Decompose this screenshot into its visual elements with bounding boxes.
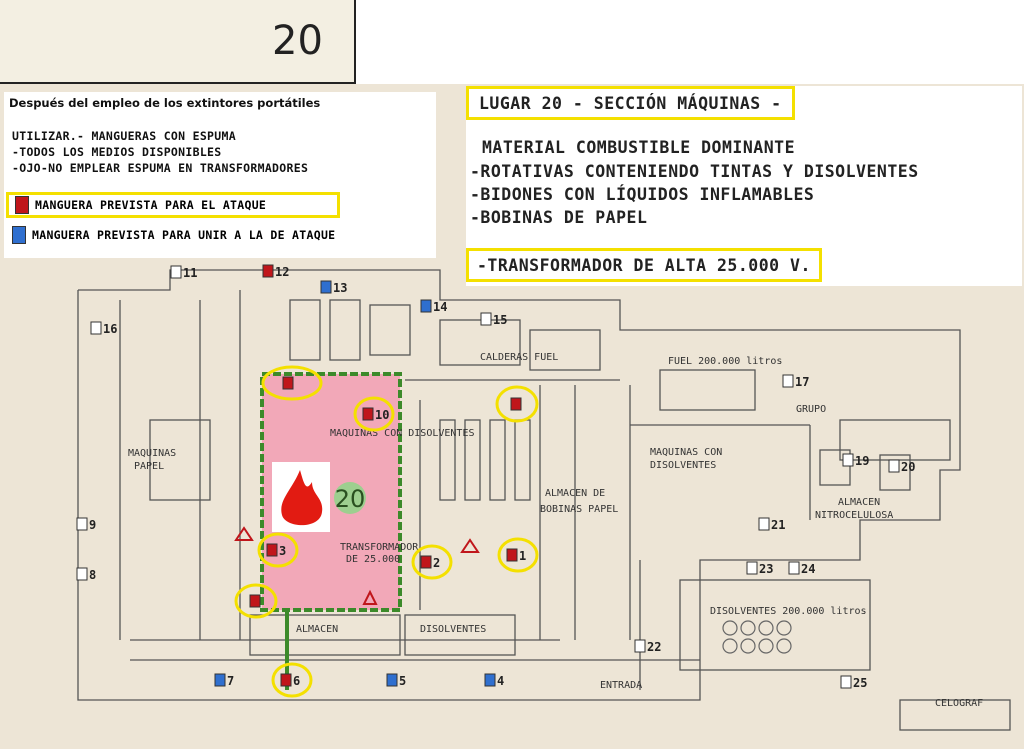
- hydrant-25: [841, 676, 867, 690]
- highlight-ring: [413, 546, 451, 578]
- info-panel: [466, 86, 1022, 286]
- hydrant-number: 24: [801, 562, 816, 576]
- page-number-tab: [0, 0, 356, 84]
- area-number: 20: [334, 485, 366, 513]
- hydrant-1: [499, 539, 537, 571]
- hose-marker: [77, 518, 87, 530]
- label-entrada: ENTRADA: [600, 680, 643, 691]
- label-disolventes-200: DISOLVENTES 200.000 litros: [710, 606, 867, 617]
- label-celograf: CELOGRAF: [935, 698, 984, 709]
- hydrant-number: 1: [519, 549, 527, 563]
- hydrant-23: [747, 562, 773, 576]
- hose-marker: [507, 549, 517, 561]
- hydrant-number: 3: [279, 544, 287, 558]
- label-de-25000: DE 25.000: [346, 554, 401, 565]
- hose-marker: [263, 265, 273, 277]
- hydrant-number: 12: [275, 265, 290, 279]
- hydrant-15: [481, 313, 507, 327]
- hose-marker: [759, 518, 769, 530]
- hose-marker: [283, 377, 293, 389]
- hose-marker: [171, 266, 181, 278]
- hose-marker: [843, 454, 853, 466]
- hydrant-number: 5: [399, 674, 407, 688]
- label-almacen-nitro: ALMACEN: [838, 497, 881, 508]
- location-title: [466, 86, 795, 120]
- hose-marker: [747, 562, 757, 574]
- hydrant-number: 9: [89, 518, 97, 532]
- hose-marker: [215, 674, 225, 686]
- hydrant-12: [263, 265, 289, 279]
- legend-line-1: UTILIZAR.- MANGUERAS CON ESPUMA: [12, 129, 236, 143]
- hydrant-number: 21: [771, 518, 786, 532]
- hydrant-19: [843, 454, 869, 468]
- hydrant-number: 23: [759, 562, 774, 576]
- hydrant-number: 25: [853, 676, 868, 690]
- page-number: 20: [272, 18, 323, 64]
- hydrant-number: 8: [89, 568, 97, 582]
- hydrant-21: [759, 518, 785, 532]
- attack-hose-swatch: [15, 196, 29, 214]
- label-disolventes-room: DISOLVENTES: [420, 624, 487, 635]
- label-fuel: FUEL 200.000 litros: [668, 356, 783, 367]
- label-maquinas-con: MAQUINAS CON: [650, 447, 723, 458]
- hydrant-number: 15: [493, 313, 508, 327]
- hose-marker: [635, 640, 645, 652]
- label-almacen: ALMACEN: [296, 624, 339, 635]
- hydrant-22: [635, 640, 661, 654]
- hose-marker: [267, 544, 277, 556]
- hose-marker: [91, 322, 101, 334]
- label-papel: PAPEL: [134, 461, 165, 472]
- hose-marker: [789, 562, 799, 574]
- join-hose-swatch: [12, 226, 26, 244]
- hydrant-number: 4: [497, 674, 505, 688]
- hydrant-number: 17: [795, 375, 810, 389]
- hydrant-number: 7: [227, 674, 235, 688]
- label-maquinas: MAQUINAS: [128, 448, 177, 459]
- hydrant-20: [889, 460, 915, 474]
- legend-line-3: -OJO-NO EMPLEAR ESPUMA EN TRANSFORMADORES: [12, 161, 309, 175]
- hose-marker: [783, 375, 793, 387]
- hydrant-number: 20: [901, 460, 916, 474]
- hydrant-number: 11: [183, 266, 198, 280]
- hose-marker: [250, 595, 260, 607]
- hose-marker: [841, 676, 851, 688]
- hose-marker: [485, 674, 495, 686]
- hydrant-5: [387, 674, 406, 688]
- hose-marker: [889, 460, 899, 472]
- hose-marker: [511, 398, 521, 410]
- hose-marker: [387, 674, 397, 686]
- label-calderas: CALDERAS FUEL: [480, 352, 559, 363]
- legend-panel: [4, 92, 436, 258]
- hydrant-number: 22: [647, 640, 662, 654]
- label-almacen-de: ALMACEN DE: [545, 488, 606, 499]
- transformer-text: -TRANSFORMADOR DE ALTA 25.000 V.: [477, 255, 811, 275]
- highlight-ring: [273, 664, 311, 696]
- hydrant-17: [783, 375, 809, 389]
- hydrant-number: 16: [103, 322, 118, 336]
- hose-marker: [281, 674, 291, 686]
- hydrant-9: [77, 518, 96, 532]
- hydrant-number: 10: [375, 408, 390, 422]
- hydrant-24: [789, 562, 815, 576]
- hydrant-2: [413, 546, 451, 578]
- legend-heading: Después del empleo de los extintores portátiles: [9, 96, 321, 110]
- hydrant-6: [273, 664, 311, 696]
- hydrant-number: 6: [293, 674, 301, 688]
- label-maquinas-disolventes: MAQUINAS CON DISOLVENTES: [330, 428, 475, 439]
- hydrant-number: 2: [433, 556, 441, 570]
- hose-marker: [77, 568, 87, 580]
- info-line-4: -BOBINAS DE PAPEL: [470, 208, 648, 227]
- location-title-text: LUGAR 20 - SECCIÓN MÁQUINAS -: [479, 93, 782, 113]
- hydrant-7: [215, 674, 234, 688]
- hose-marker: [321, 281, 331, 293]
- hydrant-number: 19: [855, 454, 870, 468]
- legend-line-2: -TODOS LOS MEDIOS DISPONIBLES: [12, 145, 222, 159]
- label-bobinas-papel: BOBINAS PAPEL: [540, 504, 619, 515]
- label-nitrocelulosa: NITROCELULOSA: [815, 510, 894, 521]
- hose-marker: [481, 313, 491, 325]
- info-line-2: -ROTATIVAS CONTENIENDO TINTAS Y DISOLVENTES: [470, 162, 919, 181]
- info-line-1: MATERIAL COMBUSTIBLE DOMINANTE: [482, 138, 796, 157]
- label-grupo: GRUPO: [796, 404, 827, 415]
- highlight-ring: [499, 539, 537, 571]
- label-transformador: TRANSFORMADOR: [340, 542, 419, 553]
- label-disolventes: DISOLVENTES: [650, 460, 717, 471]
- hydrant-number: 13: [333, 281, 348, 295]
- hose-marker: [421, 300, 431, 312]
- hose-marker: [363, 408, 373, 420]
- hydrant-11: [171, 266, 197, 280]
- attack-hose-label: MANGUERA PREVISTA PARA EL ATAQUE: [35, 198, 267, 212]
- hydrant-4: [485, 674, 504, 688]
- transformer-warning: [466, 248, 822, 282]
- hydrant-13: [321, 281, 347, 295]
- hydrant-number: 14: [433, 300, 448, 314]
- hydrant-8: [77, 568, 96, 582]
- join-hose-label: MANGUERA PREVISTA PARA UNIR A LA DE ATAQUE: [32, 228, 336, 242]
- legend-join-row: [6, 222, 335, 248]
- hose-marker: [421, 556, 431, 568]
- legend-attack-row: [6, 192, 340, 218]
- hydrant-14: [421, 300, 447, 314]
- info-line-3: -BIDONES CON LÍQUIDOS INFLAMABLES: [470, 185, 815, 204]
- hydrant-16: [91, 322, 117, 336]
